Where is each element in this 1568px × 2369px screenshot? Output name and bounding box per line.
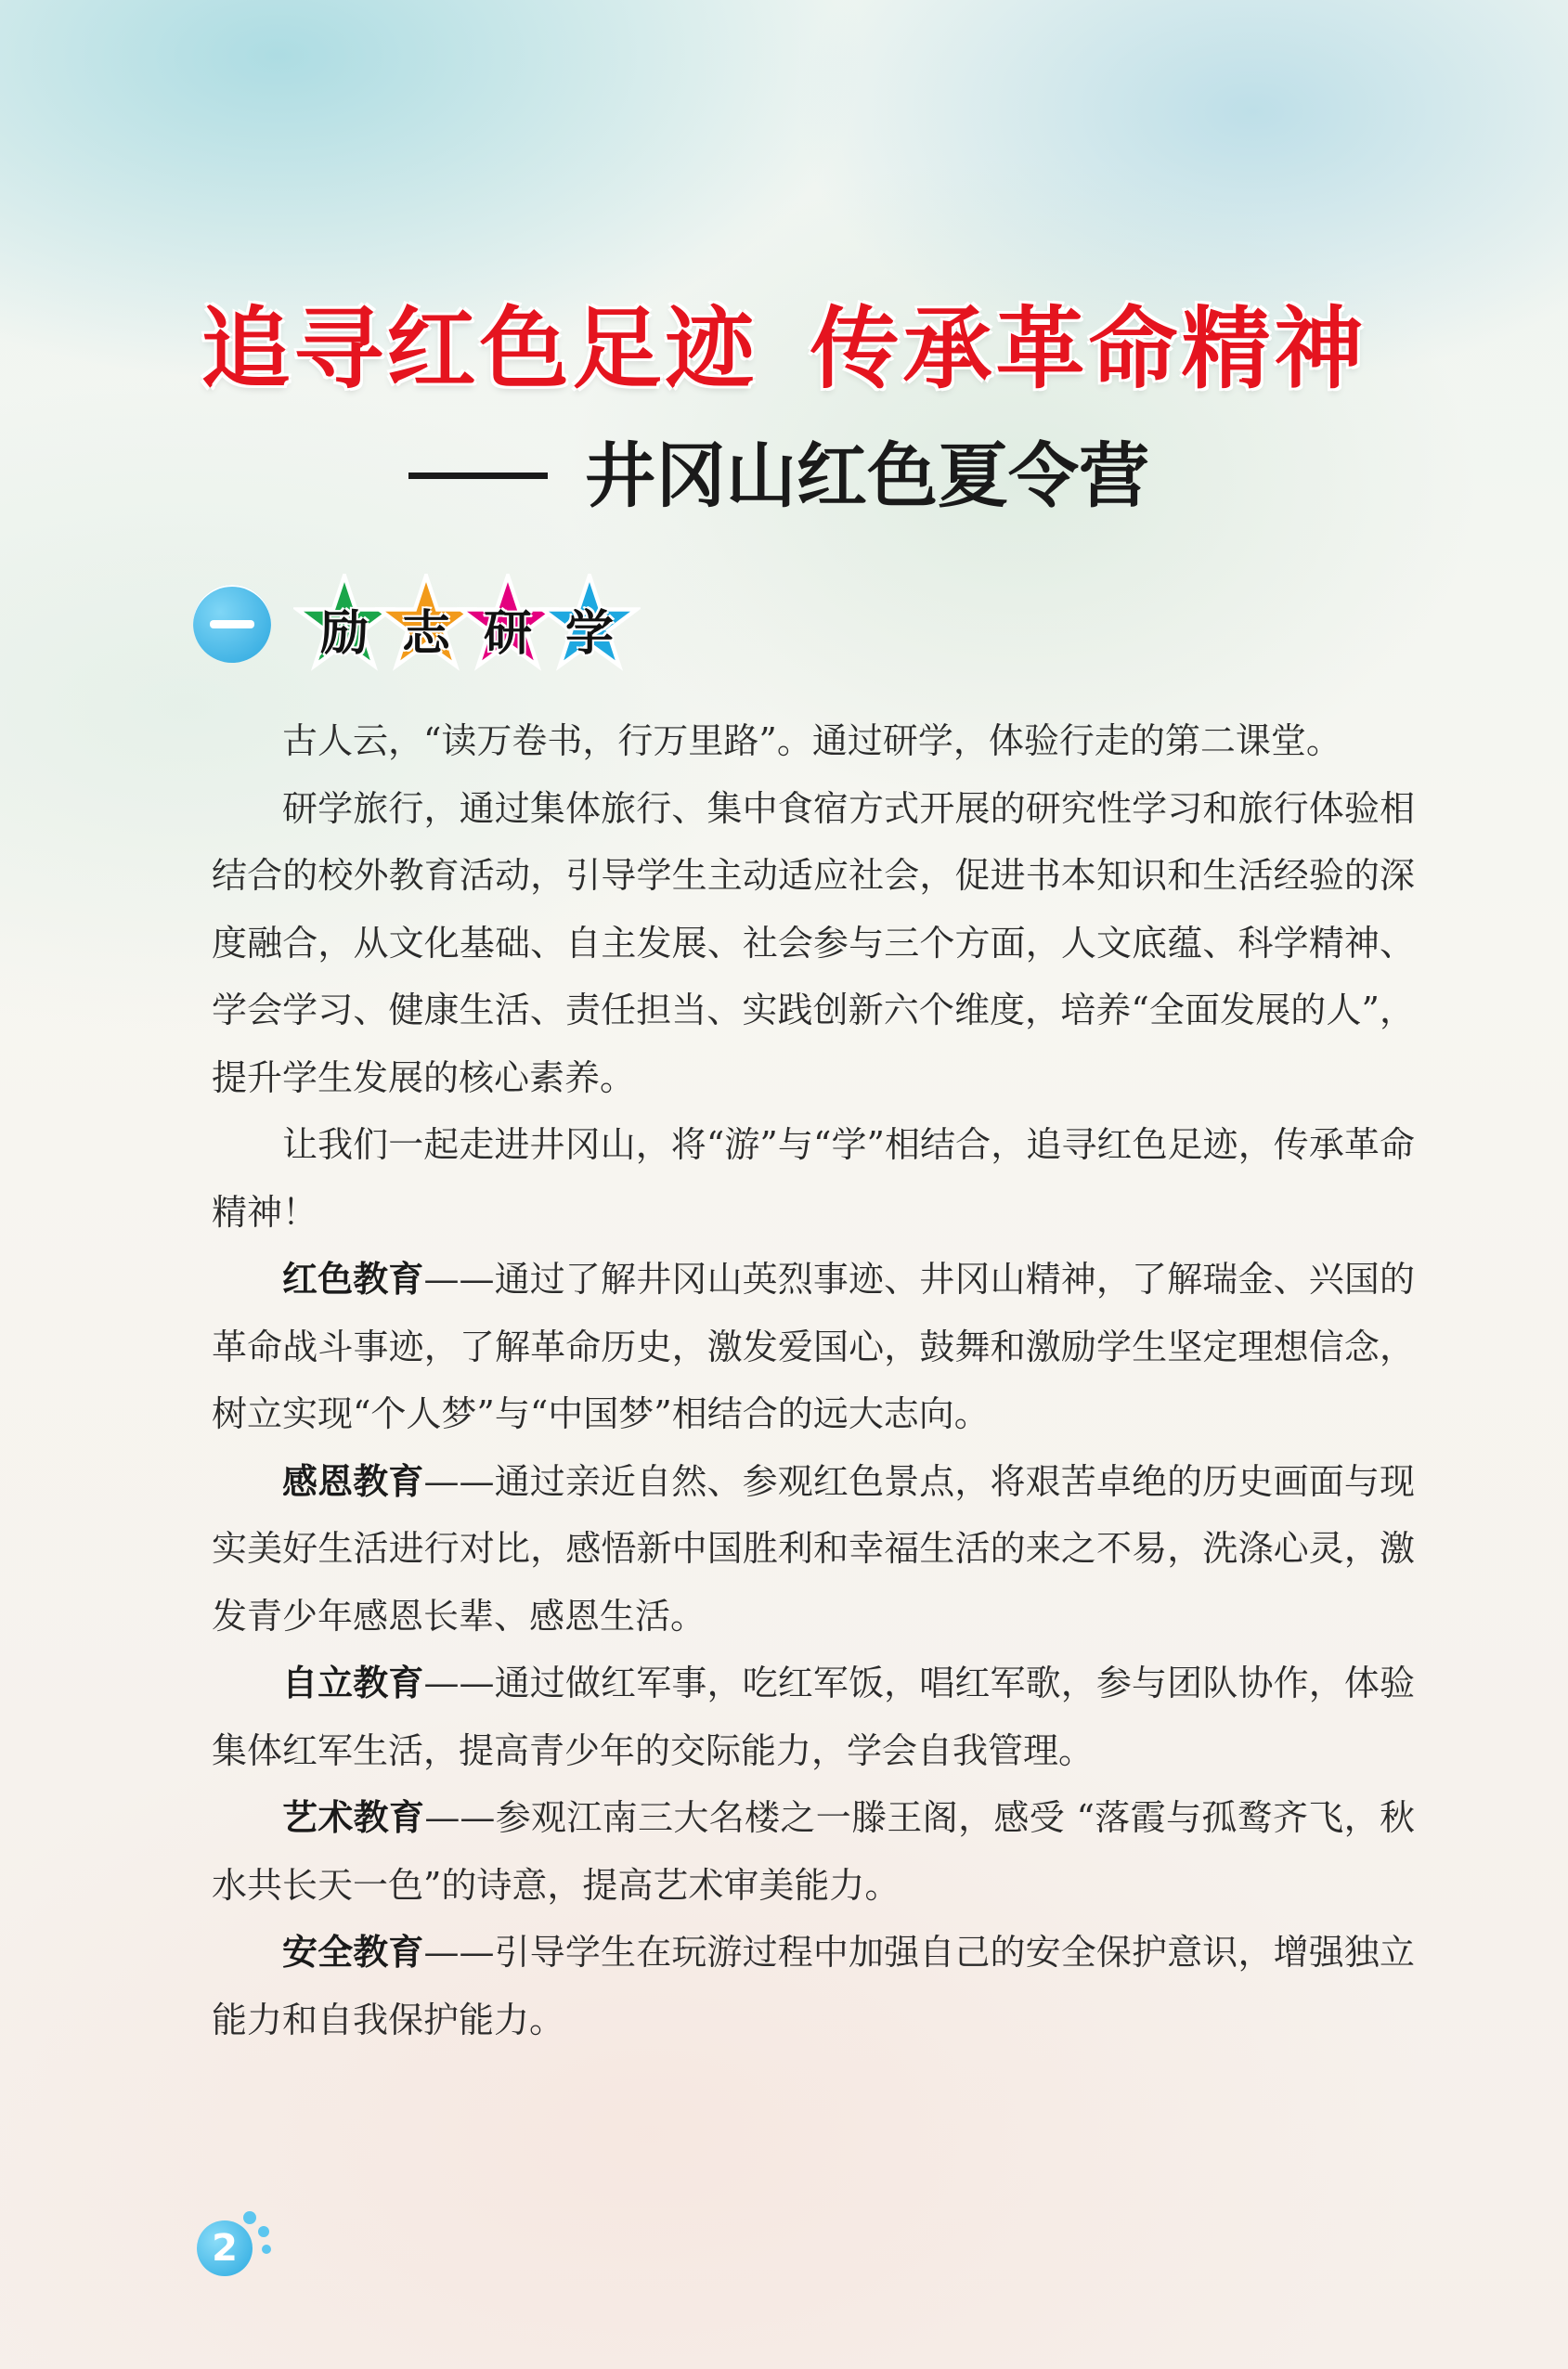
page-number-badge [191, 2209, 284, 2284]
decor-dot [258, 2226, 269, 2237]
lead-gratitude-education: 感恩教育 [282, 1460, 424, 1502]
lead-art-education: 艺术教育 [282, 1797, 425, 1838]
title-part-2: 传承革命精神 [810, 297, 1367, 401]
decor-dot [262, 2245, 271, 2254]
paragraph-art-education: 艺术教育——参观江南三大名楼之一滕王阁，感受 “落霞与孤鹜齐飞，秋水共长天一色”的诗意，提高艺术审美能力。 [212, 1797, 1415, 1906]
lead-safety-education: 安全教育 [282, 1932, 424, 1973]
lead-red-education: 红色教育 [282, 1259, 424, 1300]
section-char-2: 志 [401, 606, 450, 662]
title-part-1: 追寻红色足迹 [201, 297, 758, 401]
section-number-badge [193, 585, 271, 663]
paragraph-self-reliance-education: 自立教育——通过做红军事，吃红军饭，唱红军歌，参与团队协作，体验集体红军生活，提高青少年的交际能力，学会自我管理。 [212, 1663, 1415, 1771]
paragraph-1: 古人云，“读万卷书，行万里路”。通过研学，体验行走的第二课堂。 [282, 720, 1341, 761]
paragraph-3: 让我们一起走进井冈山，将“游”与“学”相结合，追寻红色足迹，传承革命精神！ [212, 1124, 1415, 1233]
subtitle-dash [408, 473, 548, 479]
paragraph-2: 研学旅行，通过集体旅行、集中食宿方式开展的研究性学习和旅行体验相结合的校外教育活动，引导学生主动适应社会，促进书本知识和生活经验的深度融合，从文化基础、自主发展、社会参与三个方面，人文底蕴、科学精神、学会学习、健康生活、责任担当、实践创新六个维度，培养“全面发展的人”，提升学生发展的核心素养。 [212, 787, 1415, 1098]
page-number: 2 [197, 2220, 253, 2276]
paragraph-safety-education: 安全教育——引导学生在玩游过程中加强自己的安全保护意识，增强独立能力和自我保护能力。 [212, 1932, 1415, 2040]
decor-dot [243, 2211, 256, 2224]
paragraph-gratitude-education: 感恩教育——通过亲近自然、参观红色景点，将艰苦卓绝的历史画面与现实美好生活进行对比，感悟新中国胜利和幸福生活的来之不易，洗涤心灵，激发青少年感恩长辈、感恩生活。 [212, 1460, 1415, 1637]
paragraph-red-education: 红色教育——通过了解井冈山英烈事迹、井冈山精神，了解瑞金、兴国的革命战斗事迹，了解革命历史，激发爱国心，鼓舞和激励学生坚定理想信念，树立实现“个人梦”与“中国梦”相结合的远大志向。 [212, 1259, 1415, 1434]
page-subtitle [408, 425, 1149, 527]
section-char-3: 研 [483, 606, 532, 662]
article-body [212, 707, 1415, 2053]
lead-self-reliance-education: 自立教育 [282, 1663, 424, 1703]
section-char-4: 学 [564, 606, 614, 662]
section-number-mark [210, 620, 254, 628]
star-badge-4 [538, 574, 641, 676]
section-char-1: 励 [319, 606, 369, 662]
subtitle-text: 井冈山红色夏令营 [585, 434, 1149, 517]
page-title [0, 278, 1568, 406]
